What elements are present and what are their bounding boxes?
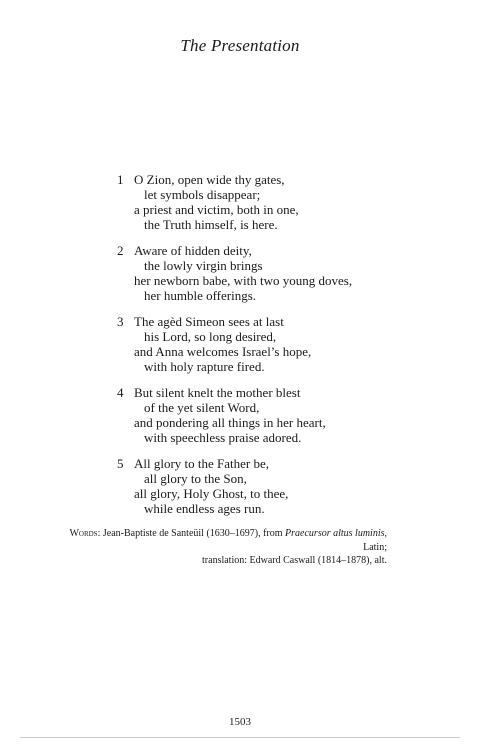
stanza-5 xyxy=(117,456,417,516)
credits-line-2: translation: Edward Caswall (1814–1878), alt. xyxy=(202,555,387,566)
verse-line: O Zion, open wide thy gates, xyxy=(134,172,285,187)
stanza-lines xyxy=(134,243,417,303)
stanza-lines xyxy=(134,385,417,445)
stanza-number: 1 xyxy=(117,172,124,187)
verse-line: of the yet silent Word, xyxy=(144,400,260,415)
credits-source-title: Praecursor altus luminis xyxy=(285,528,385,539)
stanza-number: 3 xyxy=(117,314,124,329)
verse-line: let symbols disappear; xyxy=(144,187,261,202)
stanza-lines xyxy=(134,172,417,232)
verse-line: his Lord, so long desired, xyxy=(144,329,277,344)
stanza-number: 5 xyxy=(117,456,124,471)
verse-line: all glory, Holy Ghost, to thee, xyxy=(134,486,289,501)
credits-language: , Latin; xyxy=(363,528,387,553)
stanza-number: 2 xyxy=(117,243,124,258)
verse-line: while endless ages run. xyxy=(144,501,265,516)
verse-line: all glory to the Son, xyxy=(144,471,247,486)
credits-author: Jean-Baptiste de Santeüil (1630–1697), from xyxy=(102,528,283,539)
verse-line: and pondering all things in her heart, xyxy=(134,415,326,430)
verse-line: her humble offerings. xyxy=(144,288,257,303)
verse-line: with speechless praise adored. xyxy=(144,430,302,445)
stanza-3 xyxy=(117,314,417,374)
verse-line: Aware of hidden deity, xyxy=(134,243,252,258)
verse-line: with holy rapture fired. xyxy=(144,359,265,374)
stanza-4 xyxy=(117,385,417,445)
verse-line: All glory to the Father be, xyxy=(134,456,270,471)
verse-line: her newborn babe, with two young doves, xyxy=(134,273,353,288)
verse-line: and Anna welcomes Israel’s hope, xyxy=(134,344,312,359)
page-title: The Presentation xyxy=(180,36,300,55)
stanza-lines xyxy=(134,456,417,516)
credits-line-1 xyxy=(67,527,387,554)
verse-line: a priest and victim, both in one, xyxy=(134,202,299,217)
page-number: 1503 xyxy=(229,716,251,728)
stanza-1 xyxy=(117,172,417,232)
hymn-text xyxy=(117,172,417,527)
verse-line: The agèd Simeon sees at last xyxy=(134,314,284,329)
verse-line: the Truth himself, is here. xyxy=(144,217,278,232)
bottom-rule xyxy=(20,737,460,738)
verse-line: But silent knelt the mother blest xyxy=(134,385,301,400)
hymn-credits xyxy=(67,527,387,568)
stanza-2 xyxy=(117,243,417,303)
credits-label: Words: xyxy=(69,528,101,539)
stanza-number: 4 xyxy=(117,385,124,400)
stanza-lines xyxy=(134,314,417,374)
verse-line: the lowly virgin brings xyxy=(144,258,263,273)
